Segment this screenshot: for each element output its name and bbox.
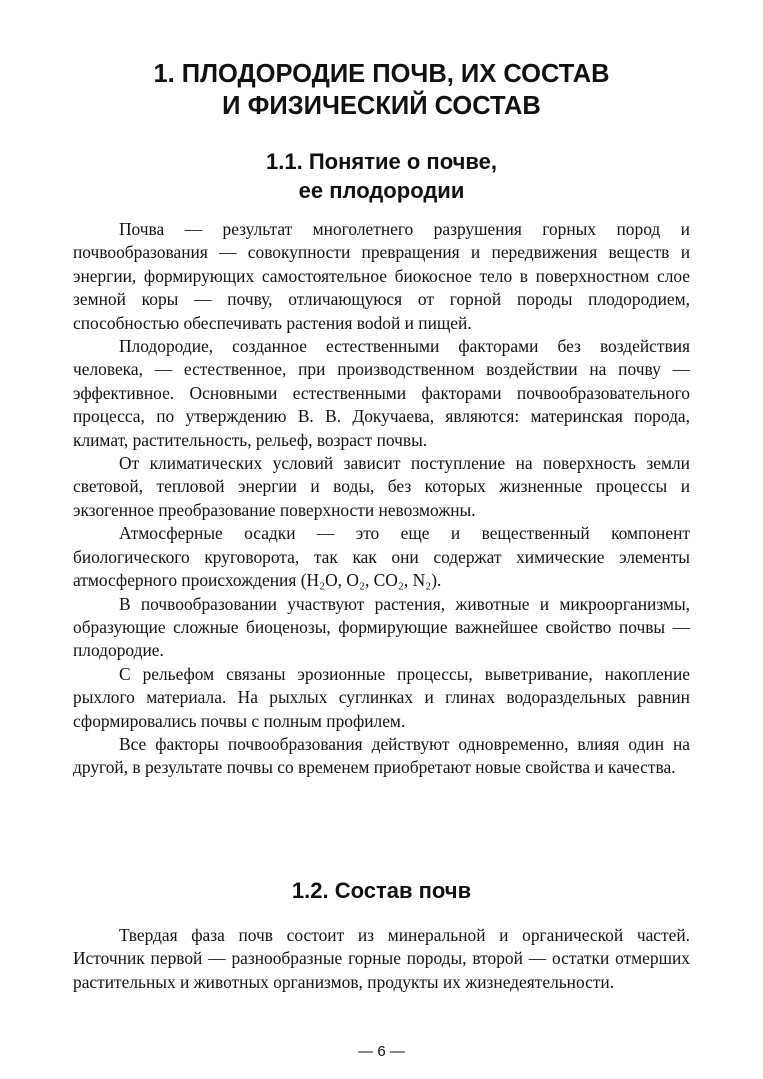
paragraph: Почва — результат многолетнего разрушения горных пород и почвообразования — совокупности превращения и передвижения веществ и энергии, формирующих самостоятельное биокосное тело в поверхностном слое земной коры — почву, отличающуюся от горной породы плодородием, способностью обеспечивать растения воdой и пищей. <box>73 219 690 333</box>
paragraph: Атмосферные осадки — это еще и вещественный компонент биологического круговорота, так как они содержат химические элементы атмосферного происхождения (H₂O, O₂, CO₂, N₂). <box>73 523 690 591</box>
section-1-title-line-1: 1.1. Понятие о почве, <box>266 149 497 174</box>
paragraph: Твердая фаза почв состоит из минеральной и органической частей. Источник первой — разнообразные горные породы, второй — остатки отмерших растительных и животных организмов, продукты их жизнедеятельности. <box>73 925 690 992</box>
paragraph: Плодородие, созданное естественными факторами без воздействия человека, — естественное, при производственном воздействии на почву — эффективное. Основными естественными факторами почвообразовательного процесса, по утверждению В. В. Докучаева, являются: материнская порода, климат, растительность, рельеф, возраст почвы. <box>73 336 690 450</box>
section-1-title-line-2: ее плодородии <box>298 178 465 203</box>
section-2-title: 1.2. Состав почв <box>291 878 472 903</box>
paragraph: От климатических условий зависит поступление на поверхность земли световой, тепловой энергии и воды, без которых жизненные процессы и экзогенное преобразование поверхности невозможны. <box>73 453 690 520</box>
chapter-title-line-2: И ФИЗИЧЕСКИЙ СОСТАВ <box>222 92 541 120</box>
paragraph: В почвообразовании участвуют растения, животные и микроорганизмы, образующие сложные биоценозы, формирующие важнейшее свойство почвы — плодородие. <box>73 593 690 661</box>
section-1-title <box>0 147 763 205</box>
chapter-title <box>0 58 763 122</box>
section-1-body <box>73 218 690 780</box>
page-number: — 6 — <box>358 1043 405 1060</box>
paragraph: Все факторы почвообразования действуют одновременно, влияя один на другой, в результате почвы со временем приобретают новые свойства и качества. <box>73 733 690 778</box>
section-2-body <box>73 924 690 994</box>
chapter-title-line-1: 1. ПЛОДОРОДИЕ ПОЧВ, ИХ СОСТАВ <box>153 60 610 88</box>
paragraph: С рельефом связаны эрозионные процессы, выветривание, накопление рыхлого материала. На рыхлых суглинках и глинах водораздельных равнин сформировались почвы с полным профилем. <box>73 663 690 731</box>
